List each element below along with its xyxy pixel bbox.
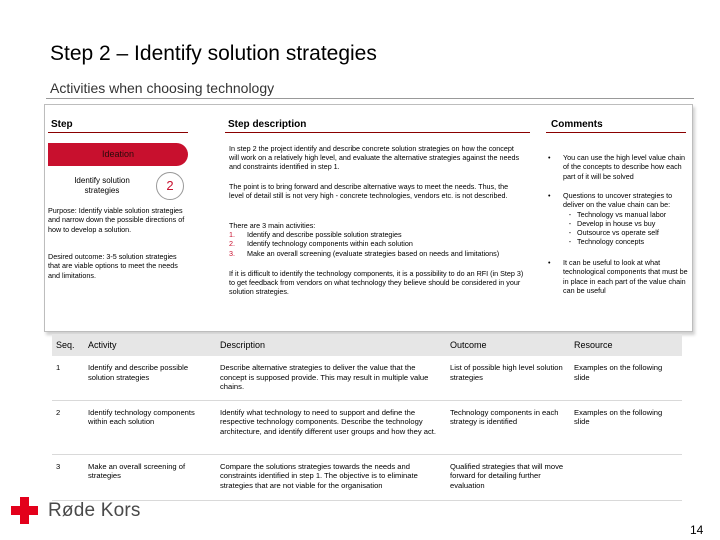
header-step: Step: [51, 119, 73, 130]
comment-subitem: - Technology concepts: [568, 237, 645, 247]
header-step-description: Step description: [228, 119, 307, 130]
page-subtitle: Activities when choosing technology: [50, 80, 275, 96]
ideation-label: Ideation: [101, 149, 135, 159]
header-rule-comments: [546, 132, 686, 133]
comment-text: Questions to uncover strategies to deliver on the value chain can be:: [563, 191, 673, 210]
activity-number: 2.: [229, 239, 235, 249]
step-name: Identify solution strategies: [74, 176, 130, 195]
comment-2: [548, 191, 688, 247]
column-header-resource: Resource: [570, 334, 682, 356]
cell-activity: Identify and describe possible solution strategies: [84, 356, 216, 400]
logo-text: Røde Kors: [48, 500, 141, 521]
activities-table: [52, 334, 682, 501]
cell-resource: [570, 454, 682, 500]
ideation-phase-banner: [48, 143, 188, 166]
comment-3: [548, 258, 688, 295]
activities-intro: There are 3 main activities:: [229, 221, 316, 230]
red-cross-icon: [11, 497, 38, 524]
cell-outcome: Qualified strategies that will move forward for detailing further evaluation: [446, 454, 570, 500]
cell-resource: Examples on the following slide: [570, 356, 682, 400]
column-header-description: Description: [216, 334, 446, 356]
comment-text: It can be useful to look at what technological components that must be in place in each part of the value chain can be useful: [563, 258, 688, 295]
header-rule-step: [48, 132, 188, 133]
page-number: 14: [690, 523, 704, 537]
cell-seq: 3: [52, 454, 84, 500]
description-paragraph-2: The point is to bring forward and describe alternative ways to meet the needs. Thus, the level of detail still is not very high - concrete technologies, vendors etc. is not described.: [229, 182, 509, 201]
column-header-seq: Seq.: [52, 334, 84, 356]
activity-number: 3.: [229, 248, 235, 258]
comment-subitem: - Develop in house vs buy: [568, 218, 656, 228]
activity-text: Identify technology components within each solution: [247, 239, 413, 249]
subtitle-divider: [46, 98, 694, 99]
step-purpose: Purpose: Identify viable solution strategies and narrow down the possible directions of how to develop a solution.: [48, 206, 185, 234]
comment-1: [548, 153, 688, 181]
header-comments: Comments: [551, 119, 603, 130]
activity-text: Make an overall screening (evaluate strategies based on needs and limitations): [247, 248, 500, 258]
cell-description: Describe alternative strategies to deliver the value that the concept is supposed provide. This may result in multiple value chains.: [216, 356, 446, 400]
table-row: [52, 400, 682, 454]
cell-description: Compare the solutions strategies towards the needs and constraints identified in step 1. The objective is to eliminate strategies that are not viable for the organisation: [216, 454, 446, 500]
comment-subitem: - Outsource vs operate self: [568, 228, 659, 238]
comment-subitem: - Technology vs manual labor: [568, 209, 667, 219]
description-activities: [229, 221, 524, 258]
cell-resource: Examples on the following slide: [570, 400, 682, 454]
page-title: Step 2 – Identify solution strategies: [50, 42, 377, 65]
bullet-icon: •: [548, 153, 551, 162]
bullet-icon: •: [548, 258, 551, 267]
column-header-activity: Activity: [84, 334, 216, 356]
header-rule-description: [225, 132, 530, 133]
column-header-outcome: Outcome: [446, 334, 570, 356]
cell-outcome: Technology components in each strategy is identified: [446, 400, 570, 454]
activity-item: [229, 239, 524, 248]
cell-description: Identify what technology to need to support and define the respective technology components. Describe the technology architecture, and identify different user groups and how they act.: [216, 400, 446, 454]
cell-seq: 1: [52, 356, 84, 400]
table-header-row: [52, 334, 682, 356]
activity-number: 1.: [229, 230, 235, 240]
cell-seq: 2: [52, 400, 84, 454]
comment-text: You can use the high level value chain of the concepts to describe how each part of it will be solved: [563, 153, 686, 181]
activity-item: [229, 230, 524, 239]
step-desired-outcome: Desired outcome: 3-5 solution strategies that are viable options to meet the needs and limitations.: [48, 252, 178, 280]
step-number-badge: 2: [156, 172, 184, 200]
cell-activity: Make an overall screening of strategies: [84, 454, 216, 500]
table-row: [52, 454, 682, 500]
description-paragraph-1: In step 2 the project identify and describe concrete solution strategies on how the concept will work on a relatively high level, and evaluate the alternative strategies against the needs and constraints identified in step 1.: [229, 144, 520, 172]
cell-outcome: List of possible high level solution strategies: [446, 356, 570, 400]
activity-item: [229, 249, 524, 258]
bullet-icon: •: [548, 191, 551, 200]
cell-activity: Identify technology components within each solution: [84, 400, 216, 454]
activity-text: Identify and describe possible solution strategies: [247, 230, 402, 240]
table-row: [52, 356, 682, 400]
description-paragraph-4: If it is difficult to identify the technology components, it is a possibility to do an RFI (in Step 3) to get feedback from vendors on what technology they believe should be considered in your solution strategies.: [229, 269, 524, 297]
comment-sublist: [548, 210, 688, 247]
activities-list: [229, 230, 524, 258]
